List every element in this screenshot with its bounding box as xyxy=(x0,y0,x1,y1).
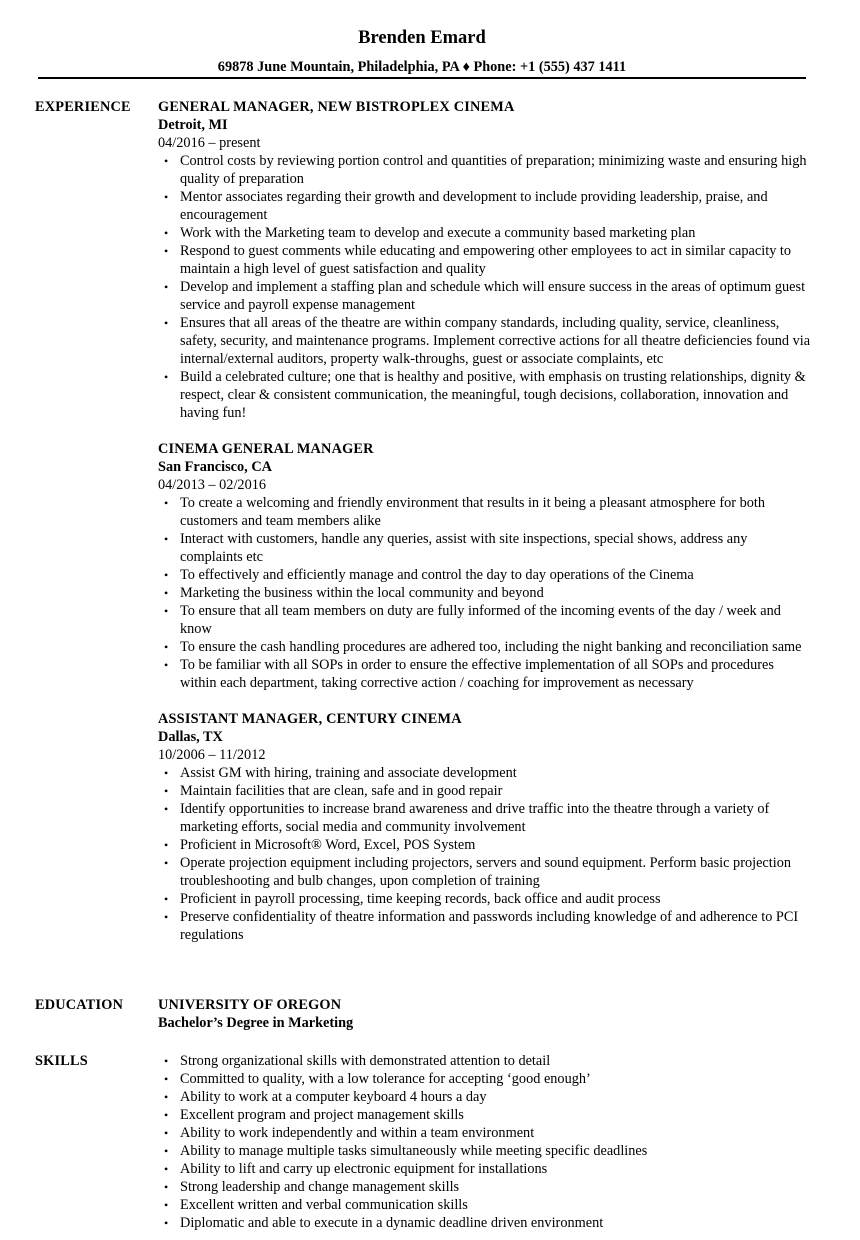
experience-body xyxy=(158,98,813,944)
candidate-name: Brenden Emard xyxy=(358,28,486,48)
bullet-item: • Develop and implement a staffing plan and schedule which will ensure success in the areas of optimum guest service and payroll expense management xyxy=(158,278,813,314)
job-entry xyxy=(158,98,813,422)
bullet-item: • Maintain facilities that are clean, safe and in good repair xyxy=(158,782,813,800)
bullet-item: • Operate projection equipment including projectors, servers and sound equipment. Perform basic projection troubleshooting and bulb changes, upon completion of training xyxy=(158,854,813,890)
school-name: UNIVERSITY OF OREGON xyxy=(158,997,342,1013)
job-location: San Francisco, CA xyxy=(158,459,272,475)
section-label-education: EDUCATION xyxy=(35,997,124,1013)
bullet-item: • Respond to guest comments while educating and empowering other employees to act in similar capacity to maintain a high level of guest satisfaction and quality xyxy=(158,242,813,278)
skill-item: • Committed to quality, with a low tolerance for accepting ‘good enough’ xyxy=(158,1070,813,1088)
education-body xyxy=(158,996,813,1032)
job-dates: 04/2016 – present xyxy=(158,135,261,151)
job-location: Detroit, MI xyxy=(158,117,228,133)
job-title: ASSISTANT MANAGER, CENTURY CINEMA xyxy=(158,711,462,727)
bullet-item: • Marketing the business within the local community and beyond xyxy=(158,584,813,602)
skills-list xyxy=(158,1052,813,1232)
job-location: Dallas, TX xyxy=(158,729,223,745)
job-title: CINEMA GENERAL MANAGER xyxy=(158,441,374,457)
job-bullet-list xyxy=(158,494,813,692)
bullet-item: • Preserve confidentiality of theatre information and passwords including knowledge of and adherence to PCI regulations xyxy=(158,908,813,944)
skill-item: • Excellent written and verbal communication skills xyxy=(158,1196,813,1214)
contact-line: 69878 June Mountain, Philadelphia, PA ♦ Phone: +1 (555) 437 1411 xyxy=(217,59,627,75)
bullet-item: • Build a celebrated culture; one that is healthy and positive, with emphasis on trusting relationships, dignity & respect, clear & consistent communication, the meaningful, tough decisions, collaboration, innovation and having fun! xyxy=(158,368,813,422)
bullet-item: • Assist GM with hiring, training and associate development xyxy=(158,764,813,782)
job-dates: 04/2013 – 02/2016 xyxy=(158,477,267,493)
skill-item: • Excellent program and project management skills xyxy=(158,1106,813,1124)
job-entry xyxy=(158,710,813,944)
section-label-experience: EXPERIENCE xyxy=(35,99,131,115)
job-bullet-list xyxy=(158,764,813,944)
job-dates: 10/2006 – 11/2012 xyxy=(158,747,266,763)
skill-item: • Ability to manage multiple tasks simultaneously while meeting specific deadlines xyxy=(158,1142,813,1160)
bullet-item: • Mentor associates regarding their growth and development to include providing leadership, praise, and encouragement xyxy=(158,188,813,224)
section-label-skills: SKILLS xyxy=(35,1053,88,1069)
skill-item: • Ability to work at a computer keyboard 4 hours a day xyxy=(158,1088,813,1106)
skills-body xyxy=(158,1052,813,1232)
job-bullet-list xyxy=(158,152,813,422)
job-entry xyxy=(158,440,813,692)
bullet-item: • To be familiar with all SOPs in order to ensure the effective implementation of all SOPs and procedures within each department, taking corrective action / coaching for improvement as necessary xyxy=(158,656,813,692)
bullet-item: • Work with the Marketing team to develop and execute a community based marketing plan xyxy=(158,224,813,242)
skill-item: • Ability to lift and carry up electronic equipment for installations xyxy=(158,1160,813,1178)
bullet-item: • Proficient in Microsoft® Word, Excel, POS System xyxy=(158,836,813,854)
bullet-item: • To ensure that all team members on duty are fully informed of the incoming events of the day / week and know xyxy=(158,602,813,638)
header-divider xyxy=(38,77,806,79)
resume-header xyxy=(38,27,806,76)
bullet-item: • Interact with customers, handle any queries, assist with site inspections, special shows, address any complaints etc xyxy=(158,530,813,566)
skill-item: • Strong leadership and change management skills xyxy=(158,1178,813,1196)
bullet-item: • Proficient in payroll processing, time keeping records, back office and audit process xyxy=(158,890,813,908)
bullet-item: • To effectively and efficiently manage and control the day to day operations of the Cinema xyxy=(158,566,813,584)
degree-name: Bachelor’s Degree in Marketing xyxy=(158,1015,354,1031)
skill-item: • Strong organizational skills with demonstrated attention to detail xyxy=(158,1052,813,1070)
bullet-item: • To create a welcoming and friendly environment that results in it being a pleasant atmosphere for both customers and team members alike xyxy=(158,494,813,530)
skill-item: • Ability to work independently and within a team environment xyxy=(158,1124,813,1142)
bullet-item: • Identify opportunities to increase brand awareness and drive traffic into the theatre through a variety of marketing efforts, social media and community involvement xyxy=(158,800,813,836)
bullet-item: • Control costs by reviewing portion control and quantities of preparation; minimizing waste and ensuring high quality of preparation xyxy=(158,152,813,188)
job-title: GENERAL MANAGER, NEW BISTROPLEX CINEMA xyxy=(158,99,515,115)
bullet-item: • Ensures that all areas of the theatre are within company standards, including quality, service, cleanliness, safety, security, and maintenance programs. Implement corrective actions for all theatre deficiencies found via internal/external auditors, property walk-throughs, guest or associate complaints, etc xyxy=(158,314,813,368)
bullet-item: • To ensure the cash handling procedures are adhered too, including the night banking and reconciliation same xyxy=(158,638,813,656)
skill-item: • Diplomatic and able to execute in a dynamic deadline driven environment xyxy=(158,1214,813,1232)
